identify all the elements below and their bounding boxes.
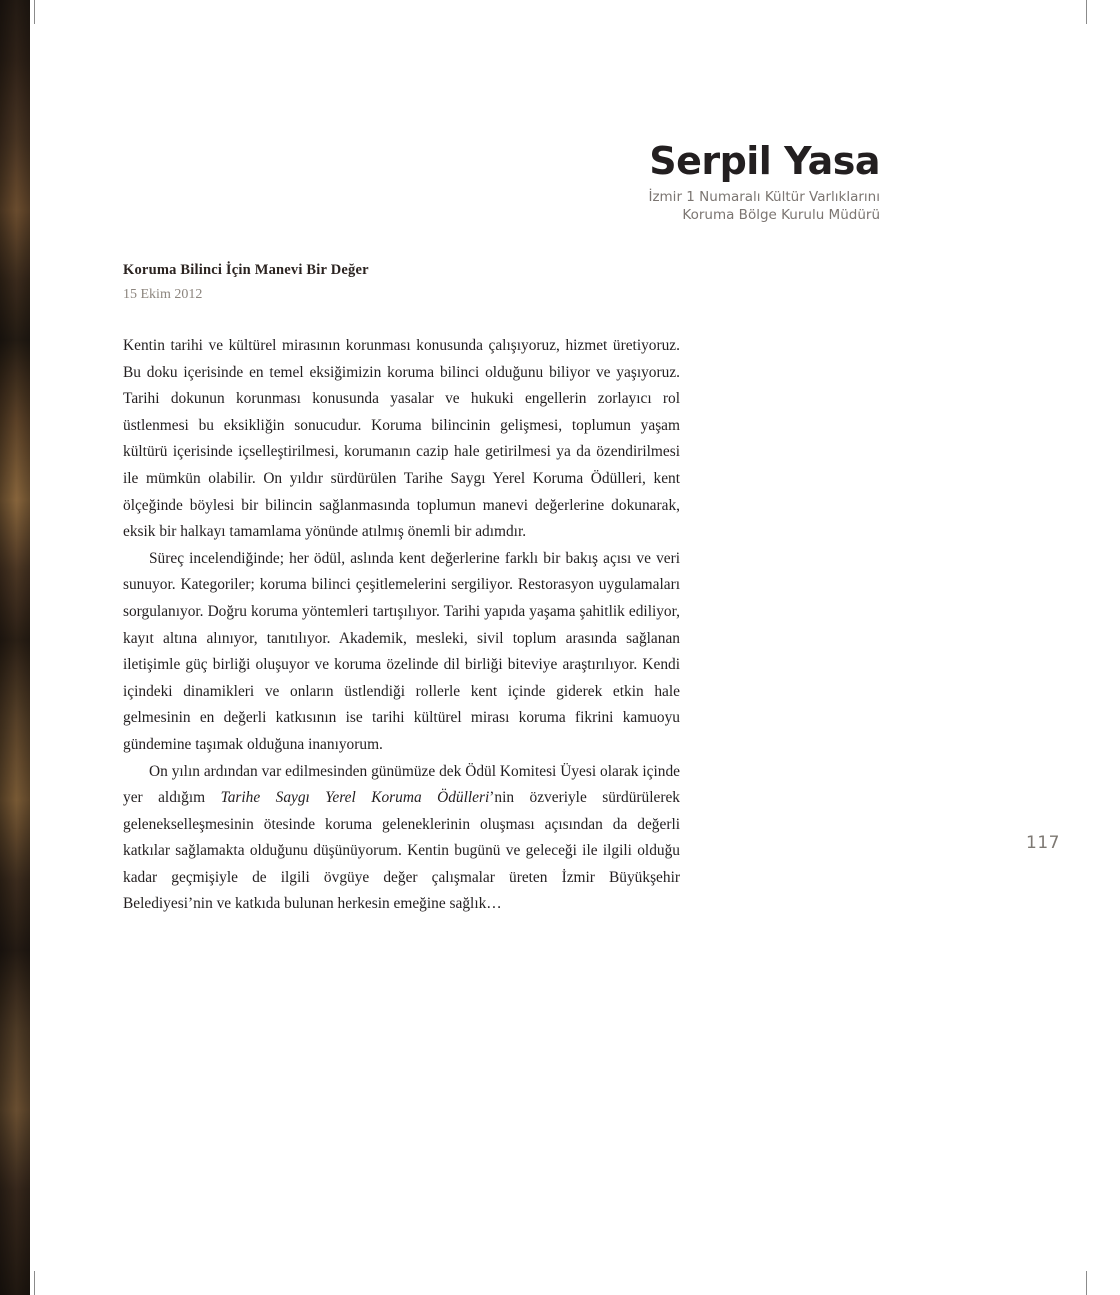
article-paragraph-2: Süreç incelendiğinde; her ödül, aslında kent değerlerine farklı bir bakış açısı ve veri sunuyor. Kategoriler; koruma bilinci çeşitlemelerini sergiliyor. Restorasyon uygulamaları sorgulanıyor. Doğru koruma yöntemleri tartışılıyor. Tarihi yapıda yaşama şahitlik ediliyor, kayıt altına alınıyor, tanıtılıyor. Akademik, mesleki, sivil toplum arasında sağlanan iletişimle güç birliği oluşuyor ve koruma özelinde dil birliği biteviye araştırılıyor. Kendi içindeki dinamikleri ve onların üstlendiği rollerle kent içinde giderek etkin hale gelmesinin en değerli katkısının ise tarihi kültürel mirası koruma fikrini kamuoyu gündemine taşımak olduğuna inanıyorum. — [123, 549, 680, 753]
author-block — [460, 140, 880, 224]
crop-mark-bottom-right — [1086, 1271, 1087, 1295]
paragraph-3-tail: ’nin özveriyle sürdürülerek gelenekselleşmesinin ötesinde koruma geleneklerinin oluşması açısından da değerli katkılar sağlamakta olduğunu düşünüyorum. Kentin bugünü ve geleceği ile ilgili olduğu kadar geçmişiyle de ilgili övgüye değer çalışmalar üreten İzmir Büyükşehir Belediyesi’nin ve katkıda bulunan herkesin emeğine sağlık… — [123, 789, 680, 913]
article-date: 15 Ekim 2012 — [123, 287, 203, 302]
article-paragraph-3 — [123, 759, 680, 919]
article-body — [123, 262, 680, 918]
crop-mark-top-left — [34, 0, 35, 24]
page-edge-divider — [30, 0, 34, 1295]
author-role-line-1: İzmir 1 Numaralı Kültür Varlıklarını — [648, 189, 880, 205]
author-role-line-2: Koruma Bölge Kurulu Müdürü — [682, 207, 880, 223]
paragraph-3-lead: On yılın ardından var edilmesinden günümüze dek Ödül Komitesi Üyesi olarak içinde yer aldığım — [123, 762, 680, 807]
photo-strip-decoration — [0, 0, 30, 1295]
author-name: Serpil Yasa — [649, 139, 880, 183]
author-role — [460, 188, 880, 224]
article-title: Koruma Bilinci İçin Manevi Bir Değer — [123, 262, 369, 278]
crop-mark-bottom-left — [34, 1271, 35, 1295]
page-number: 117 — [1026, 833, 1060, 853]
award-title-italic: Tarihe Saygı Yerel Koruma Ödülleri — [220, 789, 490, 807]
article-paragraph-1: Kentin tarihi ve kültürel mirasının korunması konusunda çalışıyoruz, hizmet üretiyoruz. Bu doku içerisinde en temel eksiğimizin koruma bilinci olduğunu biliyor ve yaşıyoruz. Tarihi dokunun korunması konusunda yasalar ve hukuki engellerin zorlayıcı rol üstlenmesi bu eksikliğin sonucudur. Koruma bilincinin gelişmesi, toplumun yaşam kültürü içerisinde içselleştirilmesi, korumanın cazip hale getirilmesi ya da özendirilmesi ile mümkün olabilir. On yıldır sürdürülen Tarihe Saygı Yerel Koruma Ödülleri, kent ölçeğinde böylesi bir bilincin sağlanmasında toplumun manevi değerlerine dokunarak, eksik bir halkayı tamamlama yönünde atılmış önemli bir adımdır. — [123, 337, 680, 541]
crop-mark-top-right — [1086, 0, 1087, 24]
